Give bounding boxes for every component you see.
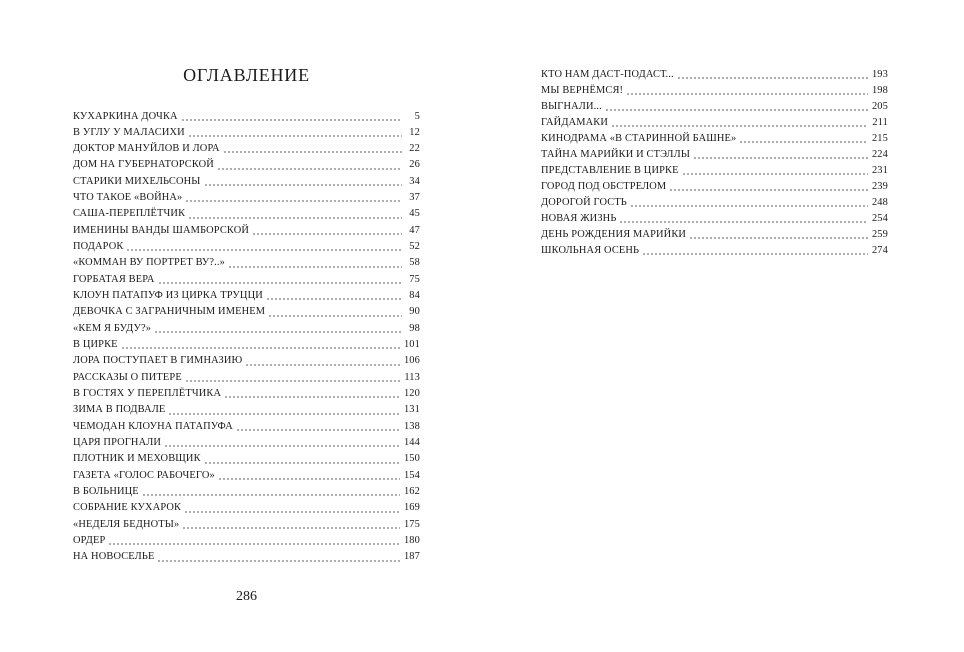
toc-entry-page: 101 xyxy=(403,339,420,351)
dot-leader xyxy=(185,380,401,382)
toc-entry-page: 113 xyxy=(404,371,420,383)
toc-entry xyxy=(541,163,888,179)
dot-leader xyxy=(223,151,402,153)
dot-leader xyxy=(154,331,402,333)
toc-entry xyxy=(541,131,888,147)
dot-leader xyxy=(693,157,868,159)
toc-entry-title: ДОКТОР МАНУЙЛОВ И ЛОРА xyxy=(73,143,220,155)
toc-heading: ОГЛАВЛЕНИЕ xyxy=(183,65,310,85)
toc-entry xyxy=(73,484,420,500)
dot-leader xyxy=(689,237,868,239)
toc-entry xyxy=(73,370,420,386)
dot-leader xyxy=(611,125,868,127)
toc-entry-page: 131 xyxy=(403,404,420,416)
dot-leader xyxy=(158,282,403,284)
toc-entry-title: СОБРАНИЕ КУХАРОК xyxy=(73,502,182,514)
toc-entry-page: 26 xyxy=(409,159,420,171)
dot-leader xyxy=(157,560,399,562)
toc-entry-page: 12 xyxy=(409,126,420,138)
toc-entry-title: ПРЕДСТАВЛЕНИЕ В ЦИРКЕ xyxy=(541,165,679,176)
toc-entry-page: 215 xyxy=(871,133,888,144)
toc-entry-title: ПОДАРОК xyxy=(73,241,124,253)
toc-entry-page: 138 xyxy=(403,420,420,432)
toc-entry xyxy=(73,174,420,190)
toc-entry xyxy=(73,141,420,157)
toc-entry xyxy=(73,419,420,435)
toc-entry-page: 90 xyxy=(409,306,420,318)
toc-entry-title: В БОЛЬНИЦЕ xyxy=(73,486,139,498)
dot-leader xyxy=(682,173,868,175)
toc-entry-title: НА НОВОСЕЛЬЕ xyxy=(73,551,155,563)
dot-leader xyxy=(605,109,868,111)
toc-entry xyxy=(541,115,888,131)
toc-entry xyxy=(73,386,420,402)
dot-leader xyxy=(626,93,868,95)
toc-entry-title: КТО НАМ ДАСТ-ПОДАСТ... xyxy=(541,69,674,80)
toc-entry-title: ДЕНЬ РОЖДЕНИЯ МАРИЙКИ xyxy=(541,229,687,240)
toc-entry xyxy=(73,533,420,549)
toc-entry-page: 84 xyxy=(409,290,420,302)
dot-leader xyxy=(268,315,402,317)
toc-entry-title: ТАЙНА МАРИЙКИ И СТЭЛЛЫ xyxy=(541,149,691,160)
toc-entry-title: ВЫГНАЛИ... xyxy=(541,101,602,112)
toc-entry xyxy=(541,211,888,227)
dot-leader xyxy=(228,266,402,268)
toc-entry-page: 205 xyxy=(871,101,888,112)
toc-entry-title: «НЕДЕЛЯ БЕДНОТЫ» xyxy=(73,518,180,530)
toc-entry-page: 22 xyxy=(409,143,420,155)
toc-entry xyxy=(73,109,420,125)
dot-leader xyxy=(245,364,400,366)
toc-entry-page: 259 xyxy=(871,229,888,240)
toc-list-right xyxy=(541,67,888,259)
toc-entry-page: 120 xyxy=(403,388,420,400)
toc-entry-title: САША-ПЕРЕПЛЁТЧИК xyxy=(73,208,186,220)
toc-entry xyxy=(73,451,420,467)
toc-entry xyxy=(73,549,420,565)
toc-entry-title: «КОММАН ВУ ПОРТРЕТ ВУ?..» xyxy=(73,257,226,269)
toc-entry-title: ШКОЛЬНАЯ ОСЕНЬ xyxy=(541,245,640,256)
toc-entry xyxy=(541,67,888,83)
toc-entry-page: 175 xyxy=(403,518,420,530)
dot-leader xyxy=(236,429,400,431)
dot-leader xyxy=(188,217,402,219)
dot-leader xyxy=(121,347,400,349)
toc-entry xyxy=(73,223,420,239)
toc-entry-page: 274 xyxy=(871,245,888,256)
dot-leader xyxy=(224,396,400,398)
toc-entry-page: 162 xyxy=(403,486,420,498)
toc-entry-page: 144 xyxy=(403,437,420,449)
toc-entry-page: 187 xyxy=(403,551,420,563)
toc-entry-title: ГОРБАТАЯ ВЕРА xyxy=(73,273,155,285)
toc-entry xyxy=(73,190,420,206)
dot-leader xyxy=(204,184,403,186)
toc-entry-title: ЧТО ТАКОЕ «ВОЙНА» xyxy=(73,192,183,204)
dot-leader xyxy=(739,141,868,143)
toc-entry-page: 254 xyxy=(871,213,888,224)
toc-entry xyxy=(541,227,888,243)
toc-entry xyxy=(73,402,420,418)
toc-entry-page: 150 xyxy=(403,453,420,465)
toc-entry xyxy=(73,239,420,255)
toc-entry xyxy=(73,288,420,304)
toc-entry-title: ЧЕМОДАН КЛОУНА ПАТАПУФА xyxy=(73,420,233,432)
toc-entry-page: 5 xyxy=(414,110,420,122)
toc-entry-page: 47 xyxy=(409,224,420,236)
toc-list-left xyxy=(73,109,420,566)
toc-entry-page: 211 xyxy=(872,117,888,128)
toc-entry-title: В ЦИРКЕ xyxy=(73,339,118,351)
toc-entry-title: ОРДЕР xyxy=(73,535,106,547)
toc-entry-title: «КЕМ Я БУДУ?» xyxy=(73,322,152,334)
dot-leader xyxy=(218,478,400,480)
dot-leader xyxy=(181,119,402,121)
dot-leader xyxy=(619,221,867,223)
toc-entry-page: 98 xyxy=(409,322,420,334)
dot-leader xyxy=(126,249,402,251)
toc-entry xyxy=(73,304,420,320)
toc-entry-title: В ГОСТЯХ У ПЕРЕПЛЁТЧИКА xyxy=(73,388,222,400)
toc-entry-title: МЫ ВЕРНЁМСЯ! xyxy=(541,85,624,96)
toc-entry-page: 154 xyxy=(403,469,420,481)
toc-entry xyxy=(73,517,420,533)
toc-entry xyxy=(541,99,888,115)
toc-entry-page: 34 xyxy=(409,175,420,187)
toc-entry xyxy=(73,125,420,141)
dot-leader xyxy=(184,511,400,513)
dot-leader xyxy=(266,298,402,300)
toc-entry-page: 106 xyxy=(403,355,420,367)
toc-entry-page: 224 xyxy=(871,149,888,160)
toc-entry-title: ДОРОГОЙ ГОСТЬ xyxy=(541,197,627,208)
dot-leader xyxy=(217,168,402,170)
toc-entry xyxy=(73,500,420,516)
toc-entry-page: 239 xyxy=(871,181,888,192)
toc-entry xyxy=(73,272,420,288)
toc-entry-title: ЦАРЯ ПРОГНАЛИ xyxy=(73,437,162,449)
toc-entry-page: 248 xyxy=(871,197,888,208)
dot-leader xyxy=(168,413,400,415)
toc-entry-title: ГАЙДАМАКИ xyxy=(541,117,609,128)
toc-entry xyxy=(541,195,888,211)
dot-leader xyxy=(677,77,868,79)
toc-entry-title: ДОМ НА ГУБЕРНАТОРСКОЙ xyxy=(73,159,214,171)
dot-leader xyxy=(164,445,400,447)
toc-entry-title: НОВАЯ ЖИЗНЬ xyxy=(541,213,617,224)
toc-entry xyxy=(73,435,420,451)
dot-leader xyxy=(108,543,399,545)
toc-entry xyxy=(73,206,420,222)
page-number: 286 xyxy=(236,589,257,604)
dot-leader xyxy=(630,205,868,207)
toc-entry xyxy=(541,243,888,259)
toc-entry xyxy=(73,468,420,484)
toc-entry-page: 169 xyxy=(403,502,420,514)
toc-entry xyxy=(73,321,420,337)
toc-entry-title: В УГЛУ У МАЛАСИХИ xyxy=(73,126,185,138)
toc-entry-title: КУХАРКИНА ДОЧКА xyxy=(73,110,178,122)
toc-entry-title: СТАРИКИ МИХЕЛЬСОНЫ xyxy=(73,175,201,187)
toc-entry xyxy=(73,157,420,173)
toc-entry-title: ЗИМА В ПОДВАЛЕ xyxy=(73,404,166,416)
toc-entry xyxy=(541,83,888,99)
toc-entry-title: РАССКАЗЫ О ПИТЕРЕ xyxy=(73,371,182,383)
dot-leader xyxy=(204,462,400,464)
toc-entry xyxy=(541,147,888,163)
dot-leader xyxy=(188,135,402,137)
toc-entry-page: 198 xyxy=(871,85,888,96)
toc-entry xyxy=(73,255,420,271)
toc-entry-page: 193 xyxy=(871,69,888,80)
toc-entry-title: ИМЕНИНЫ ВАНДЫ ШАМБОРСКОЙ xyxy=(73,224,250,236)
toc-entry-title: ДЕВОЧКА С ЗАГРАНИЧНЫМ ИМЕНЕМ xyxy=(73,306,266,318)
toc-entry xyxy=(73,337,420,353)
toc-entry xyxy=(541,179,888,195)
dot-leader xyxy=(185,200,402,202)
toc-entry-title: ГОРОД ПОД ОБСТРЕЛОМ xyxy=(541,181,667,192)
dot-leader xyxy=(642,253,868,255)
toc-entry-page: 75 xyxy=(409,273,420,285)
toc-entry-title: ПЛОТНИК И МЕХОВЩИК xyxy=(73,453,201,465)
toc-entry-page: 37 xyxy=(409,192,420,204)
toc-entry-page: 180 xyxy=(403,535,420,547)
dot-leader xyxy=(669,189,868,191)
toc-entry xyxy=(73,353,420,369)
toc-entry-page: 58 xyxy=(409,257,420,269)
toc-entry-title: ГАЗЕТА «ГОЛОС РАБОЧЕГО» xyxy=(73,469,215,481)
toc-entry-page: 52 xyxy=(409,241,420,253)
dot-leader xyxy=(182,527,400,529)
toc-entry-page: 45 xyxy=(409,208,420,220)
toc-entry-title: ЛОРА ПОСТУПАЕТ В ГИМНАЗИЮ xyxy=(73,355,243,367)
toc-entry-title: КИНОДРАМА «В СТАРИННОЙ БАШНЕ» xyxy=(541,133,737,144)
toc-entry-page: 231 xyxy=(871,165,888,176)
toc-entry-title: КЛОУН ПАТАПУФ ИЗ ЦИРКА ТРУЦЦИ xyxy=(73,290,263,302)
dot-leader xyxy=(142,494,400,496)
dot-leader xyxy=(252,233,402,235)
